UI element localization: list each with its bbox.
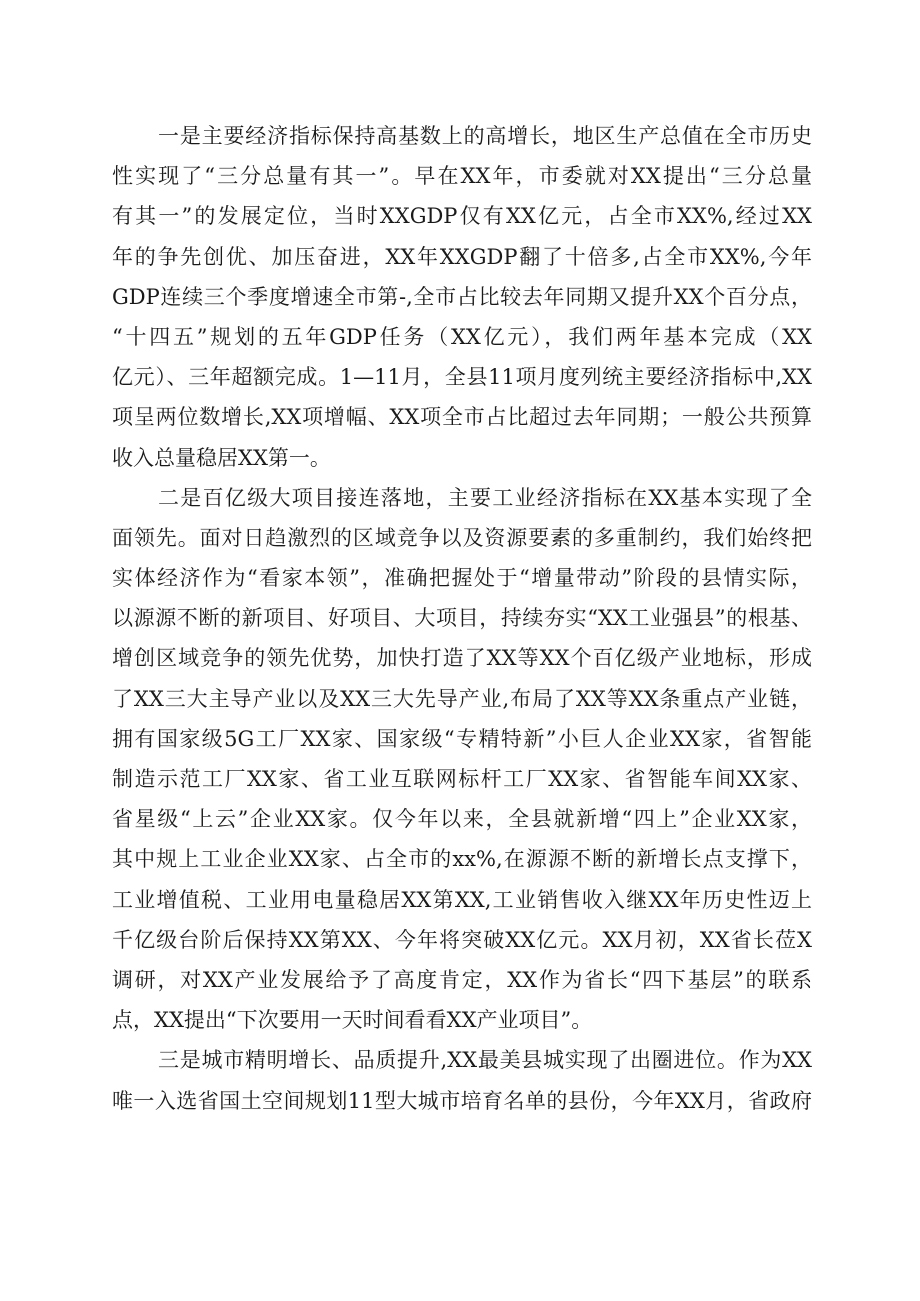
paragraph-economic-indicators (112, 116, 812, 478)
text-line: 有其一”的发展定位，当时XXGDP仅有XX亿元，占全市XX%,经过XX (112, 204, 812, 229)
text-line: 性实现了“三分总量有其一”。早在XX年，市委就对XX提出“三分总量 (112, 164, 812, 189)
text-line: 制造示范工厂XX家、省工业互联网标杆工厂XX家、省智能车间XX家、 (112, 767, 812, 791)
text-line: 调研，对XX产业发展给予了高度肯定，XX作为省长“四下基层”的联系 (112, 967, 812, 992)
text-line: 点，XX提出“下次要用一天时间看看XX产业项目”。 (112, 1008, 593, 1033)
text-line: 三是城市精明增长、品质提升,XX最美县城实现了出圈进位。作为XX (158, 1048, 812, 1073)
text-line: 收入总量稳居XX第一。 (112, 445, 331, 470)
paragraph-industrial-projects (112, 478, 812, 1041)
text-line: 拥有国家级5G工厂XX家、国家级“专精特新”小巨人企业XX家，省智能 (112, 726, 812, 751)
text-line: 项呈两位数增长,XX项增幅、XX项全市占比超过去年同期；一般公共预算 (112, 405, 812, 430)
text-line: 其中规上工业企业XX家、占全市的xx%,在源源不断的新增长点支撑下， (112, 847, 812, 872)
text-line: 了XX三大主导产业以及XX三大先导产业,布局了XX等XX条重点产业链， (112, 686, 812, 711)
text-line: 面领先。面对日趋激烈的区域竞争以及资源要素的多重制约，我们始终把 (112, 525, 812, 550)
paragraph-city-growth (112, 1040, 812, 1120)
text-line: “十四五”规划的五年GDP任务（XX亿元），我们两年基本完成（XX (112, 324, 812, 349)
text-line: 实体经济作为“看家本领”，准确把握处于“增量带动”阶段的县情实际， (112, 566, 812, 591)
text-line: 工业增值税、工业用电量稳居XX第XX,工业销售收入继XX年历史性迈上 (112, 887, 812, 912)
text-line: 年的争先创优、加压奋进，XX年XXGDP翻了十倍多,占全市XX%,今年 (112, 244, 812, 269)
text-line: 省星级“上云”企业XX家。仅今年以来，全县就新增“四上”企业XX家， (112, 807, 812, 832)
text-line: 一是主要经济指标保持高基数上的高增长，地区生产总值在全市历史 (158, 124, 812, 148)
text-line: 千亿级台阶后保持XX第XX、今年将突破XX亿元。XX月初，XX省长莅X (112, 927, 812, 952)
text-line: 增创区域竞争的领先优势，加快打造了XX等XX个百亿级产业地标，形成 (112, 646, 812, 671)
text-line: 以源源不断的新项目、好项目、大项目，持续夯实“XX工业强县”的根基、 (112, 606, 812, 631)
text-line: GDP连续三个季度增速全市第-,全市占比较去年同期又提升XX个百分点， (112, 284, 812, 309)
text-line: 唯一入选省国土空间规划11型大城市培育名单的县份，今年XX月，省政府 (112, 1088, 812, 1113)
text-line: 亿元）、三年超额完成。1—11月，全县11项月度列统主要经济指标中,XX (112, 365, 812, 390)
text-line: 二是百亿级大项目接连落地，主要工业经济指标在XX基本实现了全 (158, 485, 812, 510)
document-body (112, 116, 812, 1121)
